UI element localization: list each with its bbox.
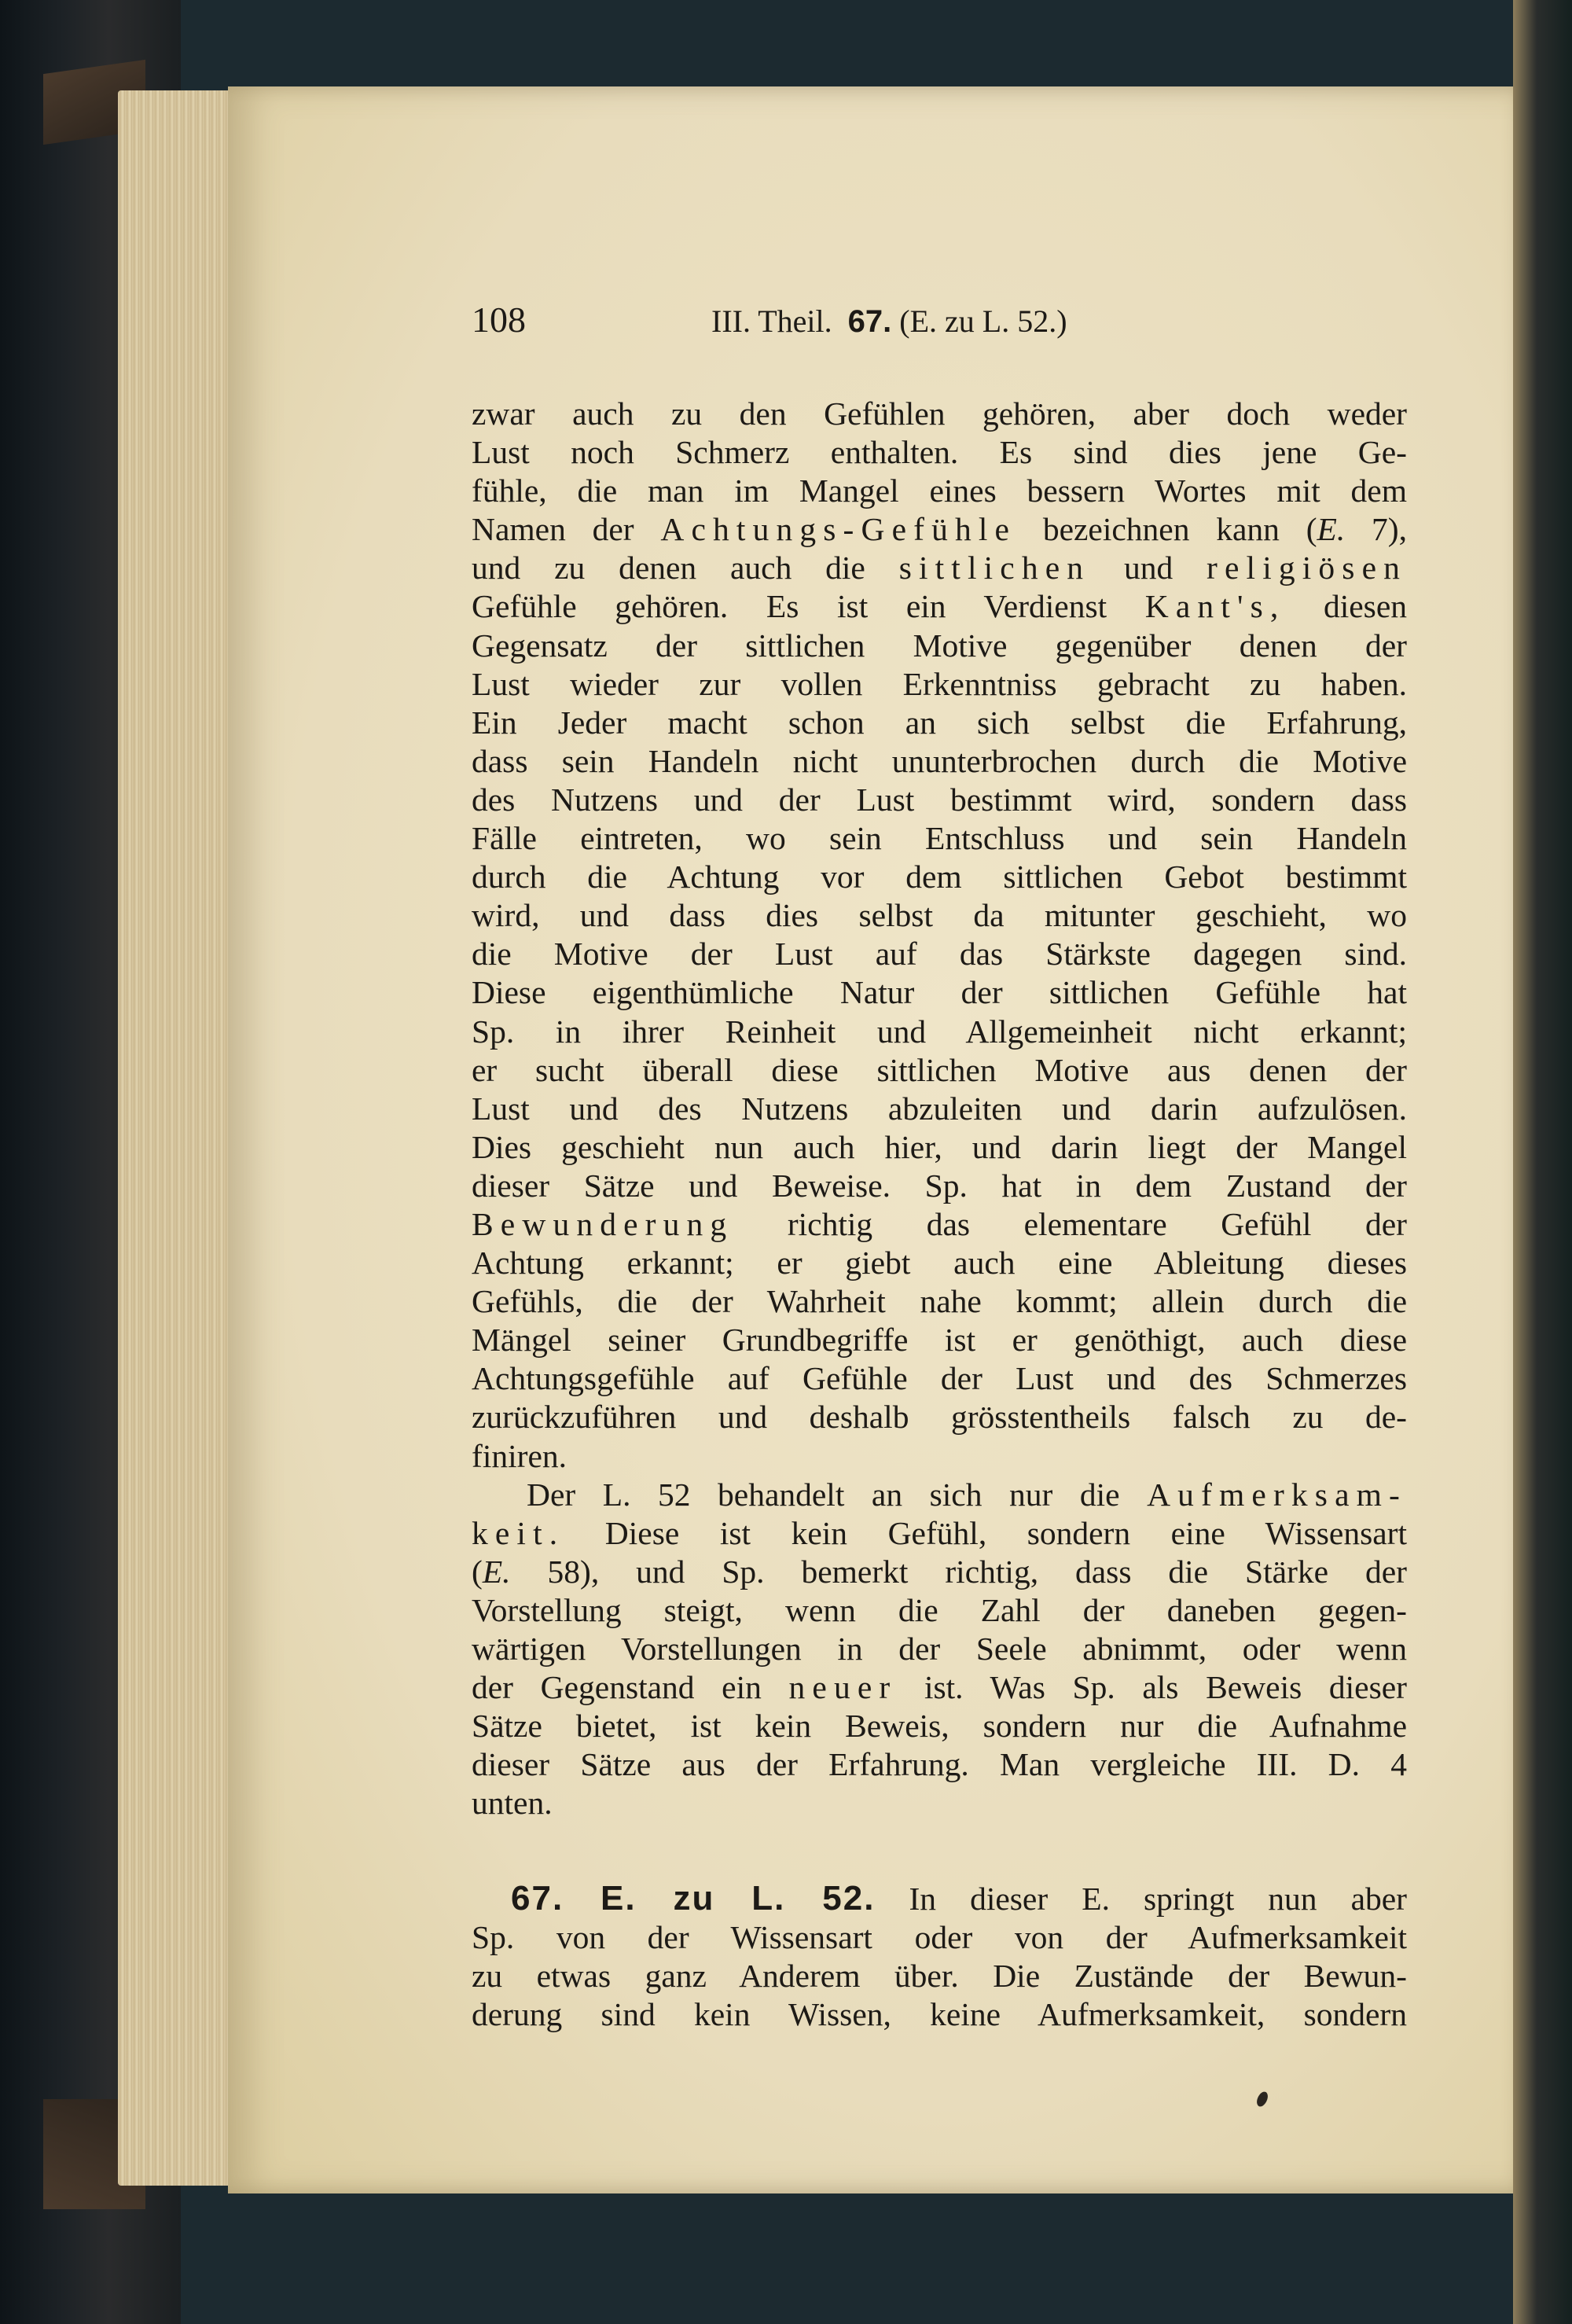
- text-line: dass sein Handeln nicht ununterbrochen durch die Motive: [472, 742, 1407, 779]
- text-line: Sp. von der Wissensart oder von der Aufmerksamkeit: [472, 1918, 1407, 1955]
- text-line: Namen der Achtungs-Gefühle bezeichnen kann (E. 7),: [472, 511, 1407, 548]
- text-line: Lust noch Schmerz enthalten. Es sind dies jene Ge-: [472, 434, 1407, 471]
- text-line: durch die Achtung vor dem sittlichen Gebot bestimmt: [472, 859, 1407, 895]
- running-head: [472, 299, 1407, 346]
- text-line: die Motive der Lust auf das Stärkste dagegen sind.: [472, 936, 1407, 973]
- text-line: Der L. 52 behandelt an sich nur die Aufmerksam-: [527, 1476, 1407, 1513]
- text-line: Lust und des Nutzens abzuleiten und darin aufzulösen.: [472, 1090, 1407, 1127]
- text-line: er sucht überall diese sittlichen Motive aus denen der: [472, 1051, 1407, 1088]
- text-line: Diese eigenthümliche Natur der sittlichen Gefühle hat: [472, 974, 1407, 1011]
- text-line: und zu denen auch die sittlichen und religiösen: [472, 550, 1407, 587]
- next-leaf-edge: [1513, 0, 1572, 2324]
- text-line: derung sind kein Wissen, keine Aufmerksamkeit, sondern: [472, 1995, 1407, 2032]
- text-line: wärtigen Vorstellungen in der Seele abnimmt, oder wenn: [472, 1631, 1407, 1667]
- text-line: Mängel seiner Grundbegriffe ist er genöthigt, auch diese: [472, 1322, 1407, 1359]
- text-line: fühle, die man im Mangel eines bessern Wortes mit dem: [472, 473, 1407, 509]
- text-line: Achtung erkannt; er giebt auch eine Ableitung dieses: [472, 1245, 1407, 1282]
- text-line: der Gegenstand ein neuer ist. Was Sp. als Beweis dieser: [472, 1669, 1407, 1706]
- text-line: unten.: [472, 1785, 553, 1822]
- text-line: Gegensatz der sittlichen Motive gegenüber denen der: [472, 627, 1407, 664]
- text-line: Bewunderung richtig das elementare Gefühl der: [472, 1205, 1407, 1242]
- section-first-line: 67. E. zu L. 52. In dieser E. springt nun aber: [511, 1879, 1407, 1918]
- text-line: dieser Sätze aus der Erfahrung. Man vergleiche III. D. 4: [472, 1746, 1407, 1783]
- text-line: Lust wieder zur vollen Erkenntniss gebracht zu haben.: [472, 665, 1407, 702]
- text-line: Sp. in ihrer Reinheit und Allgemeinheit nicht erkannt;: [472, 1013, 1407, 1050]
- text-line: Achtungsgefühle auf Gefühle der Lust und des Schmerzes: [472, 1360, 1407, 1397]
- text-line: zwar auch zu den Gefühlen gehören, aber doch weder: [472, 395, 1407, 432]
- text-line: Fälle eintreten, wo sein Entschluss und sein Handeln: [472, 820, 1407, 857]
- text-line: dieser Sätze und Beweise. Sp. hat in dem Zustand der: [472, 1167, 1407, 1204]
- text-line: finiren.: [472, 1437, 567, 1474]
- text-line: Dies geschieht nun auch hier, und darin liegt der Mangel: [472, 1128, 1407, 1165]
- text-line: zurückzuführen und deshalb grösstentheils falsch zu de-: [472, 1399, 1407, 1436]
- text-line: Ein Jeder macht schon an sich selbst die Erfahrung,: [472, 704, 1407, 741]
- page-edges: [118, 90, 236, 2186]
- body-text: [472, 395, 1407, 2034]
- text-line: des Nutzens und der Lust bestimmt wird, sondern dass: [472, 781, 1407, 818]
- section-reference: (E. zu L. 52.): [899, 303, 1067, 339]
- section-heading: 67. E. zu L. 52.: [511, 1879, 876, 1918]
- section-number: 67.: [847, 304, 892, 339]
- text-line: Gefühle gehören. Es ist ein Verdienst Kant's, diesen: [472, 588, 1407, 625]
- text-line: wird, und dass dies selbst da mitunter geschieht, wo: [472, 897, 1407, 934]
- text-line: (E. 58), und Sp. bemerkt richtig, dass die Stärke der: [472, 1553, 1407, 1590]
- text-line: zu etwas ganz Anderem über. Die Zustände der Bewun-: [472, 1957, 1407, 1994]
- text-line: Vorstellung steigt, wenn die Zahl der daneben gegen-: [472, 1591, 1407, 1628]
- text-line: keit. Diese ist kein Gefühl, sondern eine Wissensart: [472, 1514, 1407, 1551]
- page-number: 108: [472, 300, 526, 340]
- text-line: Gefühls, die der Wahrheit nahe kommt; allein durch die: [472, 1283, 1407, 1320]
- head-text: [711, 303, 1067, 340]
- text-line: Sätze bietet, ist kein Beweis, sondern nur die Aufnahme: [472, 1708, 1407, 1745]
- part-label: III. Theil.: [711, 303, 832, 339]
